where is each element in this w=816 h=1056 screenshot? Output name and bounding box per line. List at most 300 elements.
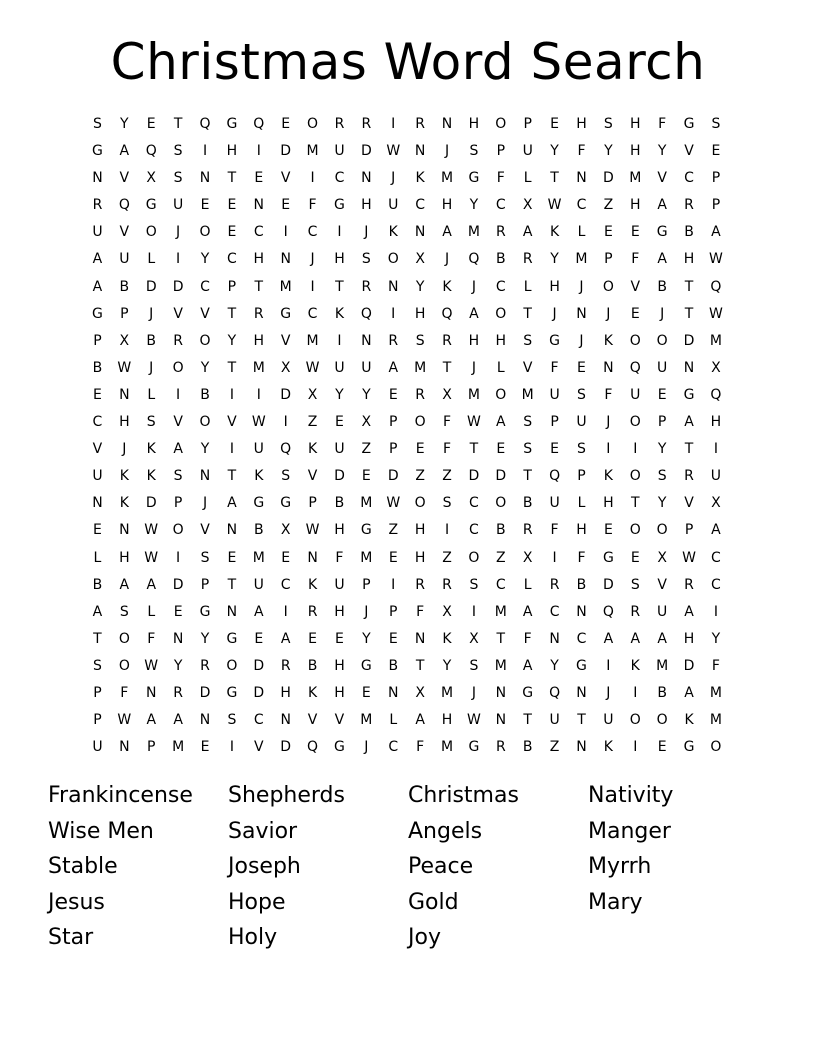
grid-letter: K [307, 684, 318, 701]
grid-letter: S [173, 468, 183, 485]
grid-letter: M [252, 549, 265, 566]
grid-letter: I [337, 332, 342, 349]
grid-letter: P [362, 576, 371, 593]
grid-letter: W [251, 414, 266, 431]
grid-letter: D [280, 739, 292, 756]
grid-row [84, 111, 732, 138]
grid-letter: O [199, 224, 211, 241]
grid-letter: S [711, 116, 721, 132]
grid-letter: A [92, 251, 103, 268]
grid-letter: F [658, 116, 667, 132]
grid-letter: C [307, 224, 318, 241]
grid-letter: M [360, 712, 373, 729]
grid-letter: M [440, 684, 454, 701]
grid-letter: V [173, 305, 183, 322]
grid-letter: X [469, 630, 479, 647]
grid-letter: B [388, 657, 399, 674]
grid-letter: L [93, 549, 102, 566]
grid-letter: C [495, 197, 506, 214]
grid-letter: D [468, 468, 480, 485]
grid-letter: M [709, 684, 722, 701]
grid-letter: Y [200, 359, 210, 376]
grid-letter: O [629, 712, 641, 729]
grid-letter: E [281, 116, 291, 132]
grid-letter: T [630, 495, 640, 512]
grid-letter: T [684, 278, 694, 295]
grid-letter: C [388, 739, 399, 756]
grid-letter: U [657, 603, 668, 620]
grid-letter: J [364, 739, 369, 756]
grid-letter: E [630, 549, 640, 566]
grid-letter: K [334, 305, 345, 322]
grid-letter: M [709, 332, 722, 349]
grid-letter: H [334, 657, 345, 674]
grid-letter: C [711, 549, 721, 566]
grid-letter: W [466, 414, 481, 431]
grid-letter: B [522, 495, 533, 512]
grid-letter: J [471, 278, 476, 295]
grid-letter: H [253, 251, 265, 268]
grid-letter: E [361, 684, 371, 701]
grid-letter: E [308, 630, 317, 647]
grid-letter: N [414, 630, 426, 647]
grid-letter: S [173, 170, 183, 187]
grid-letter: K [146, 441, 156, 458]
grid-letter: D [145, 495, 157, 512]
grid-letter: C [495, 576, 506, 593]
grid-row [84, 463, 732, 490]
grid-letter: Q [441, 305, 453, 322]
grid-letter: A [119, 143, 130, 160]
grid-letter: I [337, 224, 342, 241]
grid-letter: X [119, 332, 130, 349]
grid-letter: V [227, 414, 237, 431]
grid-letter: Y [604, 143, 613, 160]
grid-letter: Z [442, 549, 452, 566]
grid-letter: N [280, 251, 291, 268]
grid-letter: H [334, 684, 345, 701]
word-list-item: Savior [228, 818, 298, 844]
grid-letter: F [147, 630, 156, 647]
grid-letter: M [306, 332, 319, 349]
grid-letter: O [629, 522, 641, 539]
grid-letter: G [576, 657, 587, 674]
grid-letter: A [415, 712, 425, 729]
grid-letter: A [657, 251, 667, 268]
grid-letter: B [496, 522, 506, 539]
grid-letter: M [360, 495, 373, 512]
grid-letter: C [92, 414, 103, 431]
grid-letter: V [684, 495, 694, 512]
grid-letter: O [387, 251, 399, 268]
grid-letter: I [176, 251, 181, 268]
grid-letter: E [227, 224, 237, 241]
grid-letter: U [710, 468, 722, 485]
grid-letter: O [199, 332, 211, 349]
grid-letter: H [576, 116, 587, 132]
grid-letter: D [172, 278, 184, 295]
grid-letter: Y [335, 386, 344, 403]
word-list-item: Frankincense [48, 783, 193, 808]
grid-letter: U [92, 468, 103, 485]
grid-letter: B [92, 359, 103, 376]
grid-letter: R [495, 739, 506, 756]
grid-letter: C [334, 170, 345, 187]
grid-letter: I [229, 739, 234, 756]
grid-row [84, 436, 732, 463]
grid-letter: C [576, 197, 587, 214]
grid-letter: F [416, 739, 425, 756]
grid-row [84, 138, 732, 165]
grid-letter: K [415, 170, 425, 187]
grid-letter: S [93, 657, 102, 674]
grid-letter: F [550, 359, 559, 376]
grid-letter: Q [307, 739, 319, 756]
word-column [588, 778, 768, 956]
grid-letter: Q [602, 603, 614, 620]
grid-letter: H [361, 197, 372, 214]
grid-letter: I [713, 441, 718, 458]
grid-letter: I [552, 549, 557, 566]
grid-letter: T [227, 305, 237, 322]
grid-letter: W [117, 712, 132, 729]
grid-letter: A [711, 522, 721, 539]
grid-letter: J [149, 359, 154, 376]
grid-letter: U [657, 359, 668, 376]
grid-letter: F [550, 522, 559, 539]
grid-letter: Y [550, 143, 559, 160]
grid-letter: P [496, 143, 506, 160]
grid-letter: R [334, 116, 345, 132]
grid-letter: A [173, 712, 183, 729]
word-list-item: Peace [408, 854, 474, 879]
grid-letter: S [200, 549, 210, 566]
grid-letter: Y [173, 657, 183, 674]
grid-letter: H [576, 522, 587, 539]
grid-letter: H [119, 549, 130, 566]
grid-letter: K [307, 441, 318, 458]
grid-letter: H [468, 332, 480, 349]
grid-letter: N [388, 278, 399, 295]
grid-letter: E [415, 441, 425, 458]
grid-letter: G [468, 170, 480, 187]
grid-letter: N [549, 630, 560, 647]
grid-letter: A [684, 414, 694, 431]
grid-letter: Y [657, 441, 667, 458]
grid-letter: Q [549, 684, 561, 701]
grid-letter: A [684, 684, 694, 701]
grid-row [84, 409, 732, 436]
grid-letter: A [92, 603, 103, 620]
grid-letter: G [468, 739, 480, 756]
grid-letter: Q [253, 116, 265, 132]
grid-letter: Y [550, 657, 559, 674]
grid-letter: Y [362, 630, 371, 647]
grid-letter: I [256, 143, 261, 160]
grid-letter: L [577, 495, 586, 512]
grid-letter: A [522, 603, 533, 620]
grid-letter: U [549, 712, 560, 729]
grid-letter: N [119, 522, 130, 539]
grid-letter: S [442, 495, 452, 512]
letter-grid [84, 111, 732, 761]
grid-letter: R [200, 657, 210, 674]
grid-letter: Y [657, 143, 667, 160]
grid-letter: X [442, 603, 452, 620]
grid-row [84, 490, 732, 517]
grid-letter: J [444, 251, 450, 268]
grid-letter: K [307, 576, 318, 593]
grid-letter: R [173, 684, 183, 701]
word-list-item: Hope [228, 889, 286, 915]
grid-letter: X [522, 549, 533, 566]
grid-letter: H [441, 712, 453, 729]
grid-letter: E [335, 630, 344, 647]
grid-letter: D [253, 657, 265, 674]
grid-letter: N [307, 549, 318, 566]
grid-letter: W [117, 359, 132, 376]
grid-letter: T [550, 170, 559, 187]
grid-letter: H [683, 630, 695, 647]
grid-letter: U [334, 576, 345, 593]
grid-letter: Q [360, 305, 372, 322]
grid-letter: K [603, 468, 613, 485]
grid-letter: K [630, 657, 640, 674]
grid-row [84, 653, 732, 680]
grid-letter: M [575, 251, 588, 268]
grid-letter: U [334, 359, 345, 376]
grid-letter: F [308, 197, 317, 214]
grid-letter: E [281, 197, 291, 214]
grid-letter: E [388, 549, 398, 566]
grid-letter: W [386, 143, 401, 160]
grid-letter: Y [200, 630, 210, 647]
word-list-item: Nativity [588, 783, 674, 808]
grid-letter: H [629, 143, 641, 160]
grid-letter: D [253, 684, 265, 701]
grid-letter: A [280, 630, 291, 647]
word-list-item: Star [48, 925, 94, 950]
grid-letter: A [119, 576, 130, 593]
grid-letter: M [414, 359, 427, 376]
grid-letter: D [334, 468, 345, 485]
grid-letter: X [280, 522, 291, 539]
grid-row [84, 382, 732, 409]
grid-letter: G [360, 657, 372, 674]
grid-letter: Q [710, 386, 722, 403]
grid-letter: J [579, 278, 584, 295]
grid-letter: T [469, 441, 479, 458]
grid-letter: K [684, 712, 694, 729]
word-list-item: Angels [408, 818, 483, 844]
grid-letter: R [388, 332, 399, 349]
grid-letter: V [522, 359, 533, 376]
grid-letter: I [391, 305, 396, 322]
grid-letter: G [656, 224, 668, 241]
grid-letter: W [144, 549, 159, 566]
grid-letter: H [280, 684, 291, 701]
grid-letter: R [307, 603, 318, 620]
grid-letter: M [440, 739, 454, 756]
grid-letter: G [199, 603, 211, 620]
grid-letter: I [391, 116, 396, 132]
grid-letter: O [710, 739, 722, 756]
grid-letter: A [146, 712, 157, 729]
grid-letter: I [229, 441, 234, 458]
grid-letter: I [444, 522, 450, 539]
grid-letter: Z [496, 549, 506, 566]
grid-letter: R [442, 332, 452, 349]
grid-letter: V [630, 278, 641, 295]
grid-letter: T [415, 657, 425, 674]
grid-letter: U [253, 441, 264, 458]
grid-letter: U [92, 224, 103, 241]
grid-letter: F [523, 630, 532, 647]
grid-letter: I [310, 170, 315, 187]
grid-letter: V [280, 332, 291, 349]
grid-letter: Z [361, 441, 372, 458]
grid-row [84, 274, 732, 301]
grid-letter: I [283, 414, 288, 431]
grid-letter: D [602, 170, 614, 187]
grid-letter: C [200, 278, 210, 295]
grid-letter: T [442, 359, 452, 376]
grid-letter: J [552, 305, 557, 322]
grid-letter: J [391, 170, 396, 187]
grid-letter: G [549, 332, 561, 349]
grid-letter: R [495, 224, 506, 241]
grid-letter: P [523, 116, 532, 132]
grid-letter: B [657, 278, 667, 295]
grid-letter: W [682, 549, 696, 566]
grid-letter: O [495, 305, 507, 322]
grid-letter: X [415, 684, 425, 701]
grid-letter: X [442, 386, 452, 403]
grid-letter: E [227, 549, 237, 566]
grid-letter: C [576, 630, 587, 647]
grid-letter: E [146, 116, 156, 132]
grid-letter: P [93, 332, 102, 349]
grid-letter: I [202, 143, 208, 160]
grid-letter: Q [199, 116, 211, 132]
grid-letter: W [709, 251, 723, 268]
grid-letter: J [444, 143, 450, 160]
grid-letter: E [550, 116, 560, 132]
grid-letter: J [202, 495, 208, 512]
grid-letter: V [657, 576, 667, 593]
grid-letter: E [603, 224, 613, 241]
grid-letter: S [227, 712, 237, 729]
grid-letter: E [657, 386, 667, 403]
grid-letter: D [495, 468, 507, 485]
grid-letter: J [176, 224, 181, 241]
grid-letter: A [442, 224, 452, 241]
grid-letter: M [521, 386, 534, 403]
grid-letter: N [576, 170, 587, 187]
grid-letter: G [226, 684, 238, 701]
grid-letter: X [361, 414, 372, 431]
grid-letter: E [711, 143, 721, 160]
grid-letter: M [494, 657, 507, 674]
grid-letter: O [172, 522, 184, 539]
word-list-item: Christmas [408, 783, 519, 808]
grid-letter: H [468, 116, 480, 132]
grid-letter: N [226, 522, 238, 539]
grid-letter: H [549, 278, 560, 295]
grid-letter: O [602, 278, 614, 295]
grid-letter: O [656, 712, 668, 729]
grid-letter: T [335, 278, 344, 295]
page-title: Christmas Word Search [110, 33, 706, 91]
word-list-item: Joseph [228, 854, 301, 879]
grid-letter: N [414, 224, 426, 241]
grid-letter: P [120, 305, 129, 322]
grid-letter: O [145, 224, 157, 241]
word-column [408, 778, 588, 956]
grid-letter: V [657, 170, 667, 187]
grid-letter: H [334, 603, 345, 620]
grid-letter: Z [415, 468, 425, 485]
grid-letter: N [576, 305, 587, 322]
grid-letter: P [389, 441, 398, 458]
grid-letter: N [576, 684, 587, 701]
grid-letter: D [360, 143, 372, 160]
grid-letter: M [440, 170, 454, 187]
grid-letter: H [253, 332, 265, 349]
grid-letter: N [495, 684, 507, 701]
grid-letter: V [334, 712, 345, 729]
grid-row [84, 328, 732, 355]
grid-letter: O [307, 116, 319, 132]
grid-letter: J [471, 684, 476, 701]
grid-row [84, 301, 732, 328]
grid-letter: S [119, 603, 129, 620]
grid-letter: O [656, 522, 668, 539]
grid-letter: L [147, 603, 156, 620]
grid-letter: E [254, 170, 264, 187]
grid-letter: Y [120, 116, 129, 132]
grid-letter: P [308, 495, 317, 512]
grid-letter: E [200, 739, 210, 756]
grid-letter: R [173, 332, 183, 349]
grid-letter: I [471, 603, 476, 620]
grid-letter: S [577, 441, 586, 458]
grid-letter: U [549, 386, 560, 403]
grid-letter: B [92, 576, 103, 593]
grid-letter: Q [468, 251, 480, 268]
grid-letter: O [468, 549, 480, 566]
grid-letter: V [684, 143, 694, 160]
grid-letter: R [361, 278, 372, 295]
grid-letter: I [310, 278, 315, 295]
grid-letter: R [522, 251, 533, 268]
grid-letter: I [283, 603, 288, 620]
grid-letter: T [684, 441, 694, 458]
grid-letter: G [280, 495, 292, 512]
grid-letter: T [523, 305, 532, 322]
grid-letter: Z [603, 197, 614, 214]
grid-letter: A [522, 224, 533, 241]
grid-letter: L [147, 386, 156, 403]
grid-letter: B [496, 251, 506, 268]
grid-letter: V [307, 712, 318, 729]
grid-letter: Q [118, 197, 130, 214]
grid-letter: O [118, 630, 130, 647]
grid-letter: O [414, 414, 426, 431]
grid-letter: S [415, 332, 425, 349]
grid-letter: F [442, 414, 452, 431]
grid-letter: U [576, 414, 587, 431]
